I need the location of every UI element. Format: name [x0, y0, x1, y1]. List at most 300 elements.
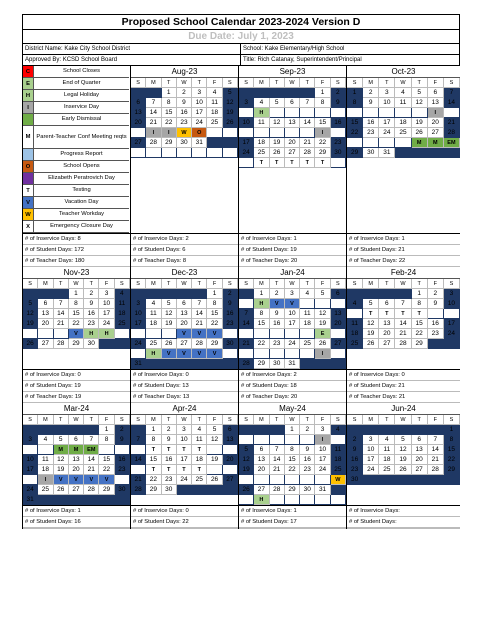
day-cell[interactable]: 26 — [223, 118, 238, 128]
day-cell[interactable]: 22 — [412, 329, 428, 339]
day-cell[interactable]: 28 — [192, 339, 207, 349]
day-cell[interactable]: 27 — [223, 475, 238, 485]
day-cell[interactable]: 21 — [146, 118, 161, 128]
day-cell[interactable]: 22 — [99, 465, 114, 475]
day-cell[interactable]: 28 — [300, 148, 315, 158]
day-cell[interactable]: 23 — [347, 465, 363, 475]
day-cell[interactable]: 17 — [315, 455, 330, 465]
day-cell[interactable]: 5 — [412, 88, 428, 98]
day-cell[interactable]: 3 — [285, 289, 300, 299]
day-cell[interactable]: 1 — [444, 425, 460, 435]
day-cell[interactable]: 23 — [363, 128, 379, 138]
day-cell[interactable]: 5 — [223, 88, 238, 98]
day-cell[interactable]: 5 — [363, 299, 379, 309]
day-cell[interactable]: 1 — [254, 289, 269, 299]
day-cell[interactable]: 14 — [54, 309, 69, 319]
day-cell[interactable]: 23 — [84, 319, 99, 329]
day-cell[interactable]: 17 — [444, 319, 460, 329]
day-cell[interactable]: 30 — [270, 359, 285, 369]
day-cell[interactable]: 18 — [38, 465, 53, 475]
day-cell[interactable]: 10 — [131, 309, 146, 319]
day-cell[interactable]: 31 — [285, 359, 300, 369]
day-cell[interactable]: 11 — [347, 319, 363, 329]
day-cell[interactable]: 24 — [192, 118, 207, 128]
day-cell[interactable]: 18 — [115, 309, 130, 319]
day-cell[interactable]: 10 — [363, 445, 379, 455]
day-cell[interactable]: 3 — [192, 88, 207, 98]
day-cell[interactable]: 27 — [38, 339, 53, 349]
day-cell[interactable]: 2 — [270, 289, 285, 299]
day-cell[interactable]: 29 — [285, 485, 300, 495]
day-cell[interactable]: 14 — [444, 98, 460, 108]
day-cell[interactable]: 26 — [395, 465, 411, 475]
day-cell[interactable]: 15 — [315, 118, 330, 128]
day-cell[interactable]: 26 — [239, 485, 254, 495]
day-cell[interactable]: 11 — [115, 299, 130, 309]
day-cell[interactable]: 15 — [412, 319, 428, 329]
day-cell[interactable]: 28 — [428, 465, 444, 475]
day-cell[interactable]: 12 — [315, 309, 330, 319]
day-cell[interactable]: 27 — [285, 148, 300, 158]
day-cell[interactable]: 17 — [285, 319, 300, 329]
day-cell[interactable]: 24 — [239, 148, 254, 158]
day-cell[interactable]: 19 — [395, 455, 411, 465]
day-cell[interactable]: 29 — [99, 485, 114, 495]
day-cell[interactable]: 12 — [395, 445, 411, 455]
day-cell[interactable]: 6 — [285, 98, 300, 108]
day-cell[interactable]: 6 — [331, 289, 346, 299]
day-cell[interactable]: 21 — [270, 465, 285, 475]
day-cell[interactable]: 30 — [84, 339, 99, 349]
day-cell[interactable]: 29 — [444, 465, 460, 475]
day-cell[interactable]: 10 — [444, 299, 460, 309]
day-cell[interactable]: 3 — [363, 435, 379, 445]
day-cell[interactable]: 23 — [300, 465, 315, 475]
day-cell[interactable]: 13 — [131, 108, 146, 118]
day-cell[interactable]: 7 — [192, 299, 207, 309]
day-cell[interactable]: 18 — [395, 118, 411, 128]
day-cell[interactable]: 7 — [270, 445, 285, 455]
day-cell[interactable]: 23 — [177, 118, 192, 128]
day-cell[interactable]: 21 — [239, 339, 254, 349]
day-cell[interactable]: 18 — [379, 455, 395, 465]
day-cell[interactable]: 2 — [162, 425, 177, 435]
day-cell[interactable]: 26 — [207, 475, 222, 485]
day-cell[interactable]: 18 — [254, 138, 269, 148]
day-cell[interactable]: 15 — [69, 309, 84, 319]
day-cell[interactable]: 8 — [162, 98, 177, 108]
day-cell[interactable]: 29 — [146, 485, 161, 495]
day-cell[interactable]: 26 — [23, 339, 38, 349]
day-cell[interactable]: 21 — [131, 475, 146, 485]
day-cell[interactable]: 22 — [347, 128, 363, 138]
day-cell[interactable]: 30 — [177, 138, 192, 148]
day-cell[interactable]: 9 — [270, 309, 285, 319]
day-cell[interactable]: 4 — [300, 289, 315, 299]
day-cell[interactable]: 4 — [347, 299, 363, 309]
day-cell[interactable]: 6 — [38, 299, 53, 309]
day-cell[interactable]: 4 — [146, 299, 161, 309]
day-cell[interactable]: 13 — [379, 319, 395, 329]
day-cell[interactable]: 30 — [347, 475, 363, 485]
day-cell[interactable]: 2 — [331, 88, 346, 98]
day-cell[interactable]: 10 — [99, 299, 114, 309]
day-cell[interactable]: 25 — [207, 118, 222, 128]
day-cell[interactable]: 27 — [177, 339, 192, 349]
day-cell[interactable]: 25 — [300, 339, 315, 349]
day-cell[interactable]: 12 — [239, 455, 254, 465]
day-cell[interactable]: 28 — [54, 339, 69, 349]
day-cell[interactable]: 1 — [99, 425, 114, 435]
day-cell[interactable]: 12 — [162, 309, 177, 319]
day-cell[interactable]: 1 — [285, 425, 300, 435]
day-cell[interactable]: 21 — [84, 465, 99, 475]
day-cell[interactable]: 17 — [239, 138, 254, 148]
day-cell[interactable]: 7 — [131, 435, 146, 445]
day-cell[interactable]: 8 — [412, 299, 428, 309]
day-cell[interactable]: 28 — [270, 485, 285, 495]
day-cell[interactable]: 7 — [395, 299, 411, 309]
day-cell[interactable]: 24 — [285, 339, 300, 349]
day-cell[interactable]: 3 — [444, 289, 460, 299]
day-cell[interactable]: 28 — [444, 128, 460, 138]
day-cell[interactable]: 12 — [223, 98, 238, 108]
day-cell[interactable]: 18 — [300, 319, 315, 329]
day-cell[interactable]: 22 — [162, 118, 177, 128]
day-cell[interactable]: 2 — [223, 289, 238, 299]
day-cell[interactable]: 12 — [363, 319, 379, 329]
day-cell[interactable]: 25 — [331, 465, 346, 475]
day-cell[interactable]: 29 — [207, 339, 222, 349]
day-cell[interactable]: 24 — [379, 128, 395, 138]
day-cell[interactable]: 14 — [428, 445, 444, 455]
day-cell[interactable]: 25 — [38, 485, 53, 495]
day-cell[interactable]: 13 — [331, 309, 346, 319]
day-cell[interactable]: 9 — [177, 98, 192, 108]
day-cell[interactable]: 18 — [331, 455, 346, 465]
day-cell[interactable]: 26 — [162, 339, 177, 349]
day-cell[interactable]: 19 — [207, 455, 222, 465]
day-cell[interactable]: 7 — [84, 435, 99, 445]
day-cell[interactable]: 23 — [223, 319, 238, 329]
day-cell[interactable]: 1 — [69, 289, 84, 299]
day-cell[interactable]: 10 — [192, 98, 207, 108]
day-cell[interactable]: 26 — [315, 339, 330, 349]
day-cell[interactable]: 9 — [223, 299, 238, 309]
day-cell[interactable]: 8 — [146, 435, 161, 445]
day-cell[interactable]: 14 — [192, 309, 207, 319]
day-cell[interactable]: 17 — [23, 465, 38, 475]
day-cell[interactable]: 26 — [363, 339, 379, 349]
day-cell[interactable]: 3 — [177, 425, 192, 435]
day-cell[interactable]: 19 — [162, 319, 177, 329]
day-cell[interactable]: 14 — [84, 455, 99, 465]
day-cell[interactable]: 23 — [270, 339, 285, 349]
day-cell[interactable]: 13 — [38, 309, 53, 319]
day-cell[interactable]: 14 — [270, 455, 285, 465]
day-cell[interactable]: 11 — [38, 455, 53, 465]
day-cell[interactable]: 16 — [331, 118, 346, 128]
day-cell[interactable]: 12 — [412, 98, 428, 108]
day-cell[interactable]: 7 — [444, 88, 460, 98]
day-cell[interactable]: 5 — [395, 435, 411, 445]
day-cell[interactable]: 19 — [363, 329, 379, 339]
day-cell[interactable]: 17 — [192, 108, 207, 118]
day-cell[interactable]: 29 — [162, 138, 177, 148]
day-cell[interactable]: 10 — [315, 445, 330, 455]
day-cell[interactable]: 30 — [162, 485, 177, 495]
day-cell[interactable]: 10 — [379, 98, 395, 108]
day-cell[interactable]: 9 — [331, 98, 346, 108]
day-cell[interactable]: 4 — [192, 425, 207, 435]
day-cell[interactable]: 5 — [207, 425, 222, 435]
day-cell[interactable]: 9 — [84, 299, 99, 309]
day-cell[interactable]: 19 — [23, 319, 38, 329]
day-cell[interactable]: 20 — [177, 319, 192, 329]
day-cell[interactable]: 27 — [428, 128, 444, 138]
day-cell[interactable]: 30 — [300, 485, 315, 495]
day-cell[interactable]: 2 — [84, 289, 99, 299]
day-cell[interactable]: 26 — [270, 148, 285, 158]
day-cell[interactable]: 3 — [23, 435, 38, 445]
day-cell[interactable]: 8 — [207, 299, 222, 309]
day-cell[interactable]: 16 — [270, 319, 285, 329]
day-cell[interactable]: 11 — [395, 98, 411, 108]
day-cell[interactable]: 12 — [54, 455, 69, 465]
day-cell[interactable]: 5 — [23, 299, 38, 309]
day-cell[interactable]: 25 — [146, 339, 161, 349]
day-cell[interactable]: 13 — [223, 435, 238, 445]
day-cell[interactable]: 14 — [300, 118, 315, 128]
day-cell[interactable]: 30 — [223, 339, 238, 349]
day-cell[interactable]: 17 — [99, 309, 114, 319]
day-cell[interactable]: 13 — [428, 98, 444, 108]
day-cell[interactable]: 22 — [285, 465, 300, 475]
day-cell[interactable]: 16 — [84, 309, 99, 319]
day-cell[interactable]: 11 — [300, 309, 315, 319]
day-cell[interactable]: 2 — [115, 425, 130, 435]
day-cell[interactable]: 15 — [146, 455, 161, 465]
day-cell[interactable]: 16 — [363, 118, 379, 128]
day-cell[interactable]: 18 — [192, 455, 207, 465]
day-cell[interactable]: 13 — [177, 309, 192, 319]
day-cell[interactable]: 14 — [239, 319, 254, 329]
day-cell[interactable]: 3 — [131, 299, 146, 309]
day-cell[interactable]: 22 — [69, 319, 84, 329]
day-cell[interactable]: 27 — [379, 339, 395, 349]
day-cell[interactable]: 22 — [207, 319, 222, 329]
day-cell[interactable]: 20 — [428, 118, 444, 128]
day-cell[interactable]: 16 — [162, 455, 177, 465]
day-cell[interactable]: 27 — [331, 339, 346, 349]
day-cell[interactable]: 5 — [162, 299, 177, 309]
day-cell[interactable]: 25 — [192, 475, 207, 485]
day-cell[interactable]: 27 — [412, 465, 428, 475]
day-cell[interactable]: 10 — [23, 455, 38, 465]
day-cell[interactable]: 8 — [99, 435, 114, 445]
day-cell[interactable]: 20 — [285, 138, 300, 148]
day-cell[interactable]: 31 — [315, 485, 330, 495]
day-cell[interactable]: 5 — [270, 98, 285, 108]
day-cell[interactable]: 16 — [177, 108, 192, 118]
day-cell[interactable]: 17 — [177, 455, 192, 465]
day-cell[interactable]: 31 — [23, 495, 38, 505]
day-cell[interactable]: 22 — [254, 339, 269, 349]
day-cell[interactable]: 6 — [379, 299, 395, 309]
day-cell[interactable]: 4 — [254, 98, 269, 108]
day-cell[interactable]: 12 — [270, 118, 285, 128]
day-cell[interactable]: 11 — [379, 445, 395, 455]
day-cell[interactable]: 28 — [131, 485, 146, 495]
day-cell[interactable]: 24 — [23, 485, 38, 495]
day-cell[interactable]: 17 — [363, 455, 379, 465]
day-cell[interactable]: 13 — [412, 445, 428, 455]
day-cell[interactable]: 11 — [207, 98, 222, 108]
day-cell[interactable]: 10 — [285, 309, 300, 319]
day-cell[interactable]: 25 — [115, 319, 130, 329]
day-cell[interactable]: 18 — [207, 108, 222, 118]
day-cell[interactable]: 22 — [315, 138, 330, 148]
day-cell[interactable]: 7 — [54, 299, 69, 309]
day-cell[interactable]: 11 — [146, 309, 161, 319]
day-cell[interactable]: 8 — [444, 435, 460, 445]
day-cell[interactable]: 2 — [347, 435, 363, 445]
day-cell[interactable]: 16 — [223, 309, 238, 319]
day-cell[interactable]: 28 — [84, 485, 99, 495]
day-cell[interactable]: 21 — [300, 138, 315, 148]
day-cell[interactable]: 8 — [347, 98, 363, 108]
day-cell[interactable]: 19 — [54, 465, 69, 475]
day-cell[interactable]: 24 — [131, 339, 146, 349]
day-cell[interactable]: 2 — [428, 289, 444, 299]
day-cell[interactable]: 6 — [254, 445, 269, 455]
day-cell[interactable]: 19 — [270, 138, 285, 148]
day-cell[interactable]: 30 — [331, 148, 346, 158]
day-cell[interactable]: 22 — [444, 455, 460, 465]
day-cell[interactable]: 20 — [412, 455, 428, 465]
day-cell[interactable]: 9 — [162, 435, 177, 445]
day-cell[interactable]: 18 — [347, 329, 363, 339]
day-cell[interactable]: 16 — [347, 455, 363, 465]
day-cell[interactable]: 15 — [285, 455, 300, 465]
day-cell[interactable]: 18 — [146, 319, 161, 329]
day-cell[interactable]: 9 — [300, 445, 315, 455]
day-cell[interactable]: 13 — [69, 455, 84, 465]
day-cell[interactable]: 5 — [239, 445, 254, 455]
day-cell[interactable]: 25 — [395, 128, 411, 138]
day-cell[interactable]: 2 — [363, 88, 379, 98]
day-cell[interactable]: 30 — [363, 148, 379, 158]
day-cell[interactable]: 1 — [315, 88, 330, 98]
day-cell[interactable]: 21 — [444, 118, 460, 128]
day-cell[interactable]: 23 — [115, 465, 130, 475]
day-cell[interactable]: 7 — [239, 309, 254, 319]
day-cell[interactable]: 29 — [412, 339, 428, 349]
day-cell[interactable]: 25 — [347, 339, 363, 349]
day-cell[interactable]: 4 — [115, 289, 130, 299]
day-cell[interactable]: 4 — [38, 435, 53, 445]
day-cell[interactable]: 24 — [363, 465, 379, 475]
day-cell[interactable]: 31 — [131, 359, 146, 369]
day-cell[interactable]: 2 — [300, 425, 315, 435]
day-cell[interactable]: 21 — [428, 455, 444, 465]
day-cell[interactable]: 30 — [115, 485, 130, 495]
day-cell[interactable]: 14 — [146, 108, 161, 118]
day-cell[interactable]: 3 — [99, 289, 114, 299]
day-cell[interactable]: 28 — [395, 339, 411, 349]
day-cell[interactable]: 21 — [192, 319, 207, 329]
day-cell[interactable]: 20 — [131, 118, 146, 128]
day-cell[interactable]: 1 — [347, 88, 363, 98]
day-cell[interactable]: 11 — [331, 445, 346, 455]
day-cell[interactable]: 4 — [379, 435, 395, 445]
day-cell[interactable]: 27 — [254, 485, 269, 495]
day-cell[interactable]: 19 — [412, 118, 428, 128]
day-cell[interactable]: 15 — [347, 118, 363, 128]
day-cell[interactable]: 5 — [315, 289, 330, 299]
day-cell[interactable]: 6 — [412, 435, 428, 445]
day-cell[interactable]: 20 — [38, 319, 53, 329]
day-cell[interactable]: 9 — [363, 98, 379, 108]
day-cell[interactable]: 23 — [162, 475, 177, 485]
day-cell[interactable]: 1 — [207, 289, 222, 299]
day-cell[interactable]: 13 — [254, 455, 269, 465]
day-cell[interactable]: 28 — [146, 138, 161, 148]
day-cell[interactable]: 13 — [285, 118, 300, 128]
day-cell[interactable]: 1 — [146, 425, 161, 435]
day-cell[interactable]: 20 — [69, 465, 84, 475]
day-cell[interactable]: 27 — [131, 138, 146, 148]
day-cell[interactable]: 29 — [347, 148, 363, 158]
day-cell[interactable]: 17 — [379, 118, 395, 128]
day-cell[interactable]: 31 — [192, 138, 207, 148]
day-cell[interactable]: 20 — [223, 455, 238, 465]
day-cell[interactable]: 21 — [54, 319, 69, 329]
day-cell[interactable]: 20 — [379, 329, 395, 339]
day-cell[interactable]: 6 — [428, 88, 444, 98]
day-cell[interactable]: 14 — [395, 319, 411, 329]
day-cell[interactable]: 11 — [192, 435, 207, 445]
day-cell[interactable]: 20 — [331, 319, 346, 329]
day-cell[interactable]: 24 — [444, 329, 460, 339]
day-cell[interactable]: 7 — [428, 435, 444, 445]
day-cell[interactable]: 19 — [315, 319, 330, 329]
day-cell[interactable]: 31 — [379, 148, 395, 158]
day-cell[interactable]: 4 — [395, 88, 411, 98]
day-cell[interactable]: 16 — [115, 455, 130, 465]
day-cell[interactable]: 19 — [239, 465, 254, 475]
day-cell[interactable]: 10 — [239, 118, 254, 128]
day-cell[interactable]: 8 — [254, 309, 269, 319]
day-cell[interactable]: 28 — [239, 359, 254, 369]
day-cell[interactable]: 25 — [379, 465, 395, 475]
day-cell[interactable]: 21 — [395, 329, 411, 339]
day-cell[interactable]: 29 — [254, 359, 269, 369]
day-cell[interactable]: 17 — [131, 319, 146, 329]
day-cell[interactable]: 19 — [223, 108, 238, 118]
day-cell[interactable]: 26 — [54, 485, 69, 495]
day-cell[interactable]: 22 — [146, 475, 161, 485]
day-cell[interactable]: 8 — [315, 98, 330, 108]
day-cell[interactable]: 10 — [177, 435, 192, 445]
day-cell[interactable]: 5 — [54, 435, 69, 445]
day-cell[interactable]: 16 — [428, 319, 444, 329]
day-cell[interactable]: 6 — [177, 299, 192, 309]
day-cell[interactable]: 9 — [428, 299, 444, 309]
day-cell[interactable]: 15 — [162, 108, 177, 118]
day-cell[interactable]: 3 — [315, 425, 330, 435]
day-cell[interactable]: 23 — [428, 329, 444, 339]
